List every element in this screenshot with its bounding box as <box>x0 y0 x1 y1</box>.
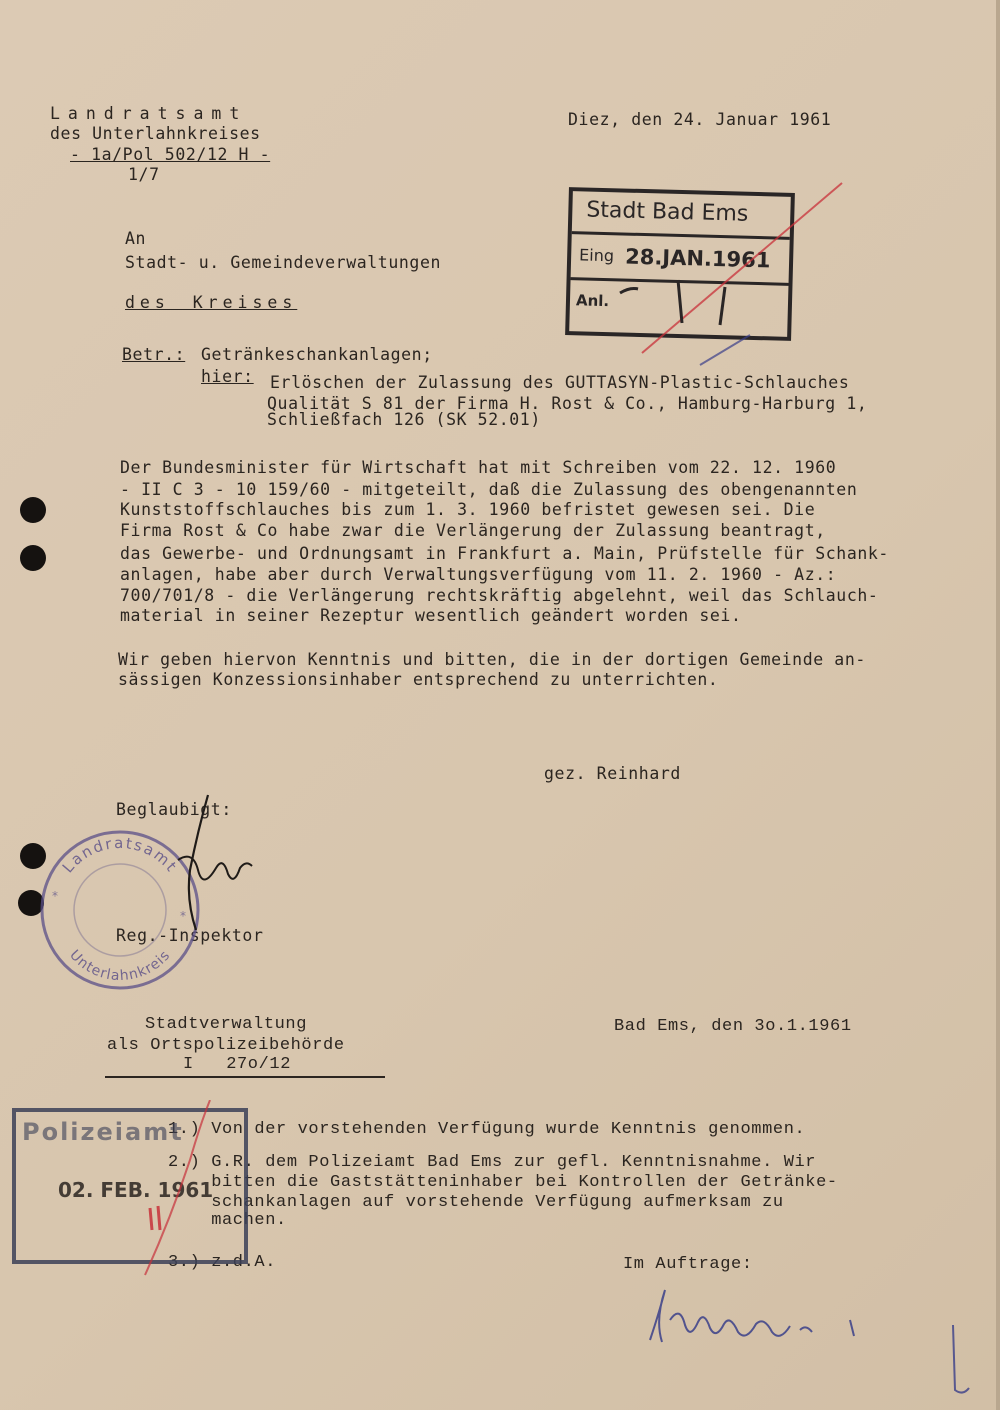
recipient-line-2: Stadt- u. Gemeindeverwaltungen <box>125 253 442 272</box>
office-ref: I 27o/12 <box>183 1055 292 1074</box>
body-p2-line-2: sässigen Konzessionsinhaber entsprechend zu unterrichten. <box>118 670 719 689</box>
item-2-cont-1: bitten die Gaststätteninhaber bei Kontrollen der Getränke- <box>168 1173 838 1192</box>
body-p1-line-8: material in seiner Rezeptur wesentlich geändert worden sei. <box>120 606 742 625</box>
police-stamp-title: Polizeiamt <box>22 1118 184 1146</box>
recipient-line-3: des Kreises <box>125 293 298 312</box>
authority-name: Landratsamt <box>50 104 248 123</box>
svg-text:*: * <box>180 909 186 923</box>
scan-edge <box>996 0 1000 1410</box>
item-2: 2.) G.R. dem Polizeiamt Bad Ems zur gefl. Kenntnisnahme. Wir <box>168 1153 817 1172</box>
second-place-date: Bad Ems, den 3o.1.1961 <box>614 1017 852 1036</box>
office-line-2: als Ortspolizeibehörde <box>107 1036 345 1055</box>
item-2-cont-2: schankanlagen auf vorstehende Verfügung aufmerksam zu <box>168 1193 784 1212</box>
handwritten-signature-2 <box>640 1280 880 1360</box>
body-p1-line-4: Firma Rost & Co habe zwar die Verlängerung der Zulassung beantragt, <box>120 521 826 540</box>
authority-district: des Unterlahnkreises <box>50 124 261 143</box>
seal-ring-top: Landratsamt <box>58 833 182 877</box>
seal-ring-bottom: Unterlahnkreis <box>66 947 174 985</box>
handwritten-signature-1 <box>168 790 258 940</box>
police-stamp-marks <box>130 1100 250 1280</box>
subject-here-label: hier: <box>201 367 254 386</box>
file-reference: - 1a/Pol 502/12 H - <box>70 145 271 164</box>
punch-hole-1 <box>20 497 46 523</box>
stamp-pencil-marks <box>560 175 860 375</box>
received-stamp-title: Stadt Bad Ems <box>586 197 749 227</box>
office-line-1: Stadtverwaltung <box>145 1015 308 1034</box>
received-stamp-date: 28.JAN.1961 <box>624 244 771 273</box>
body-p1-line-3: Kunststoffschlauches bis zum 1. 3. 1960 befristet gewesen sei. Die <box>120 500 816 519</box>
punch-hole-2 <box>20 545 46 571</box>
office-ref-rule <box>105 1076 385 1078</box>
item-1: 1.) Von der vorstehenden Verfügung wurde Kenntnis genommen. <box>168 1120 806 1139</box>
subject-line-1: Getränkeschankanlagen; <box>201 345 433 364</box>
received-stamp-date-prefix: Eing <box>578 245 615 266</box>
place-date: Diez, den 24. Januar 1961 <box>568 110 832 129</box>
item-3: 3.) z.d.A. <box>168 1253 277 1272</box>
received-stamp-attachments: Anl. <box>575 291 610 311</box>
body-p1-line-1: Der Bundesminister für Wirtschaft hat mit Schreiben vom 22. 12. 1960 <box>120 458 837 477</box>
margin-mark <box>945 1320 985 1400</box>
subject-line-4: Schließfach 126 (SK 52.01) <box>267 410 541 429</box>
body-p2-line-1: Wir geben hiervon Kenntnis und bitten, die in der dortigen Gemeinde an- <box>118 650 866 669</box>
closing: Im Auftrage: <box>623 1255 753 1274</box>
subject-line-3: Qualität S 81 der Firma H. Rost & Co., Hamburg-Harburg 1, <box>267 394 868 413</box>
recipient-line-1: An <box>125 229 147 248</box>
inspector-title: Reg.-Inspektor <box>116 926 264 945</box>
item-2-cont-3: machen. <box>168 1211 287 1230</box>
certified-label: Beglaubigt: <box>116 800 232 819</box>
body-p1-line-5: das Gewerbe- und Ordnungsamt in Frankfurt a. Main, Prüfstelle für Schank- <box>120 544 889 563</box>
file-sub-reference: 1/7 <box>128 165 160 184</box>
body-p1-line-2: - II C 3 - 10 159/60 - mitgeteilt, daß die Zulassung des obengenannten <box>120 480 858 499</box>
svg-text:*: * <box>52 889 58 903</box>
signed-by: gez. Reinhard <box>544 764 681 783</box>
body-p1-line-7: 700/701/8 - die Verlängerung rechtskräftig abgelehnt, weil das Schlauch- <box>120 586 879 605</box>
svg-text:Landratsamt <box>59 834 182 876</box>
subject-label: Betr.: <box>122 345 186 364</box>
body-p1-line-6: anlagen, habe aber durch Verwaltungsverfügung vom 11. 2. 1960 - Az.: <box>120 565 837 584</box>
police-stamp-date: 02. FEB. 1961 <box>58 1178 214 1202</box>
subject-line-2: Erlöschen der Zulassung des GUTTASYN-Plastic-Schlauches <box>270 373 850 392</box>
